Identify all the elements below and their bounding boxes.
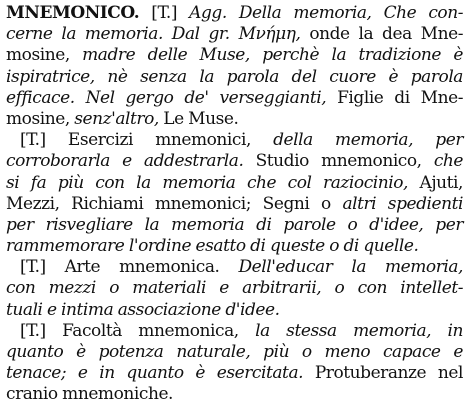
text-span: corroborarla e addestrarla. <box>6 151 256 172</box>
text-span: altri spedienti <box>342 193 464 214</box>
entry-line <box>6 215 463 236</box>
entry-line <box>6 384 463 405</box>
text-span: rammemorare l'ordine esatto di queste o di quelle. <box>6 236 419 257</box>
text-span: [T.] Esercizi mnemonici, <box>20 130 274 151</box>
text-span: Figlie di Mne- <box>337 87 463 108</box>
text-span: che <box>433 151 464 172</box>
text-span: onde la dea Mne- <box>309 24 464 45</box>
entry-line <box>6 194 463 215</box>
entry-line <box>6 278 463 299</box>
text-span: Ajuti, <box>419 172 463 193</box>
text-span: [T.] Facoltà mnemonica, <box>20 320 256 341</box>
text-span: Studio mnemonico, <box>255 151 434 172</box>
text-span: efficace. Nel gergo de' verseggianti, <box>6 87 338 108</box>
entry-line <box>6 236 463 257</box>
entry-line <box>6 342 463 363</box>
text-span: quanto è potenza naturale, più o meno capace e <box>6 342 463 362</box>
entry-line <box>6 3 463 24</box>
entry-line <box>6 257 463 278</box>
label-marker: [T.] <box>139 3 190 23</box>
text-span: Agg. Della memoria, Che con- <box>189 3 463 23</box>
text-span: mosine, <box>6 45 83 66</box>
text-span: per risvegliare la memoria di parole o d'idee, per <box>6 214 463 235</box>
entry-line <box>6 130 463 151</box>
entry-line <box>6 300 463 321</box>
entry-line <box>6 363 463 384</box>
text-span: [T.] Arte mnemonica. <box>20 257 239 278</box>
text-span: della memoria, per <box>273 130 463 151</box>
text-span: Mezzi, Richiami mnemonici; Segni o <box>6 193 343 214</box>
text-span: con mezzi o materiali e arbitrarii, o con intellet- <box>6 278 463 299</box>
text-span: mosine, <box>6 108 75 129</box>
headword: MNEMONICO. <box>6 3 140 23</box>
text-span: la stessa memoria, in <box>255 320 463 341</box>
text-span: cranio mnemoniche. <box>6 384 174 405</box>
entry-line <box>6 45 463 66</box>
text-span: madre delle Muse, perchè la tradizione è <box>82 45 464 66</box>
text-span: cerne la memoria. Dal gr. Μνήμη, <box>6 24 310 45</box>
text-span: Protuberanze nel <box>314 363 463 384</box>
entry-line <box>6 67 463 88</box>
entry-line <box>6 151 463 172</box>
entry-line <box>6 24 463 45</box>
text-span: Le Muse. <box>163 108 239 129</box>
text-span: senz'altro, <box>74 108 164 129</box>
entry-line <box>6 321 463 342</box>
text-span: Dell'educar la memoria, <box>238 257 463 278</box>
text-span: ispiratrice, nè senza la parola del cuore è parola <box>6 66 463 87</box>
text-span: tuali e intima associazione d'idee. <box>6 299 280 320</box>
text-span: tenace; e in quanto è esercitata. <box>6 363 315 384</box>
entry-line <box>6 109 463 130</box>
text-span: si fa più con la memoria che col raziocinio, <box>6 172 420 193</box>
entry-line <box>6 88 463 109</box>
entry-line <box>6 173 463 194</box>
